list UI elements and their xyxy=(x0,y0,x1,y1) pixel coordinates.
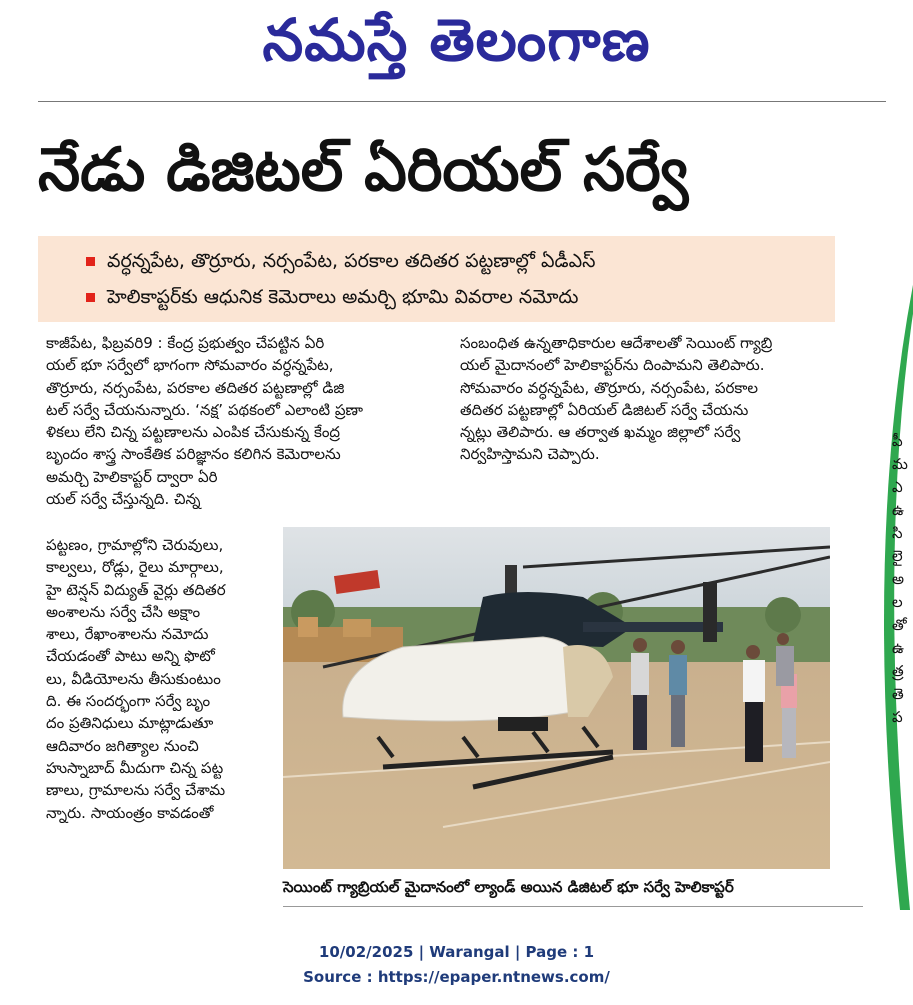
article-line: యల్ సర్వే చేస్తున్నది. చిన్న xyxy=(46,490,201,509)
article-line: టల్ సర్వే చేయనున్నారు. ‘నక్ష’ పథకంలో ఎలాంటి ప్రణా xyxy=(46,400,364,419)
page-footer xyxy=(0,940,913,990)
article-line: ళికలు లేని చిన్న పట్టణాలను ఎంపిక చేసుకున్న కేంద్ర xyxy=(46,423,341,442)
article-line: కాల్వలు, రోడ్లు, రైలు మార్గాలు, xyxy=(46,558,224,577)
highlight-item: హెలికాప్టర్‌కు ఆధునిక కెమెరాలు అమర్చి భూమి వివరాల నమోదు xyxy=(86,282,578,312)
photo-caption: సెయింట్ గ్యాబ్రియల్ మైదానంలో ల్యాండ్ అయిన డిజిటల్ భూ సర్వే హెలికాప్టర్ xyxy=(283,872,863,907)
article-line: న్నారు. సాయంత్రం కావడంతో xyxy=(46,803,214,822)
bullet-marker-icon xyxy=(86,293,95,302)
source-link[interactable]: Source : https://epaper.ntnews.com/ xyxy=(303,968,610,986)
helicopter-photo xyxy=(283,527,830,869)
article-line: అంశాలను సర్వే చేసి అక్షాం xyxy=(46,602,201,621)
article-line: హై టెన్షన్ విద్యుత్ వైర్లు తదితర xyxy=(46,580,226,599)
article-line: నిర్వహిస్తామని చెప్పారు. xyxy=(460,445,600,464)
article-line: తదితర పట్టణాల్లో ఏరియల్ డిజిటల్ సర్వే చేయను xyxy=(460,400,749,419)
article-line: సోమవారం వర్ధన్నపేట, తొర్రూరు, నర్సంపేట, పరకాల xyxy=(460,378,759,397)
masthead-divider xyxy=(38,101,886,102)
article-line: చేయడంతో పాటు అన్ని ఫొటో xyxy=(46,647,215,666)
article-line: న్నట్లు తెలిపారు. ఆ తర్వాత ఖమ్మం జిల్లాలో సర్వే xyxy=(460,423,741,442)
article-column-2 xyxy=(460,332,840,466)
article-column-1-top xyxy=(46,332,446,510)
article-line: దం ప్రతినిధులు మాట్లాడుతూ xyxy=(46,714,214,733)
article-line: ది. ఈ సందర్భంగా సర్వే బృం xyxy=(46,692,211,711)
article-line: యల్ మైదానంలో హెలికాప్టర్‌ను దింపామని తెలిపారు. xyxy=(460,356,765,375)
headline: నేడు డిజిటల్ ఏరియల్ సర్వే xyxy=(38,135,689,205)
adjacent-article-fragment: పీ మ ఎ ఉ సి లై అ ల తో ఉ త్ర తె ప xyxy=(892,432,908,726)
bullet-marker-icon xyxy=(86,257,95,266)
masthead xyxy=(0,0,913,100)
article-line: అమర్చి హెలికాప్టర్ ద్వారా ఏరి xyxy=(46,467,218,486)
article-line: సంబంధిత ఉన్నతాధికారుల ఆదేశాలతో సెయింట్ గ్యాబ్రి xyxy=(460,334,773,352)
article-column-1-bottom xyxy=(46,534,266,824)
article-line: యల్ భూ సర్వేలో భాగంగా సోమవారం వర్ధన్నపేట, xyxy=(46,356,334,375)
article-line: కాజీపేట, ఫిబ్రవరి9 : కేంద్ర ప్రభుత్వం చేపట్టిన ఏరి xyxy=(46,334,325,352)
edition-info: 10/02/2025 | Warangal | Page : 1 xyxy=(318,943,595,961)
article-line: ఆదివారం జగిత్యాల నుంచి xyxy=(46,736,199,755)
article-line: తొర్రూరు, నర్సంపేట, పరకాల తదితర పట్టణాల్లో డిజి xyxy=(46,378,345,397)
article-line: లు, వీడియోలను తీసుకుంటుం xyxy=(46,669,221,688)
article-line: హుస్నాబాద్ మీదుగా చిన్న పట్ట xyxy=(46,758,224,777)
article-line: శాలు, రేఖాంశాలను నమోదు xyxy=(46,625,209,644)
highlights-box xyxy=(38,236,835,322)
article-line: పట్టణం, గ్రామాల్లోని చెరువులు, xyxy=(46,536,224,554)
highlight-item: వర్ధన్నపేట, తొర్రూరు, నర్సంపేట, పరకాల తదితర పట్టణాల్లో ఏడీఎస్ xyxy=(86,246,595,276)
article-line: బృందం శాస్త్ర సాంకేతిక పరిజ్ఞానం కలిగిన కెమెరాలను xyxy=(46,445,341,464)
article-line: ణాలు, గ్రామాలను సర్వే చేశామ xyxy=(46,781,226,800)
newspaper-logo: నమస్తే తెలంగాణ xyxy=(262,6,651,74)
